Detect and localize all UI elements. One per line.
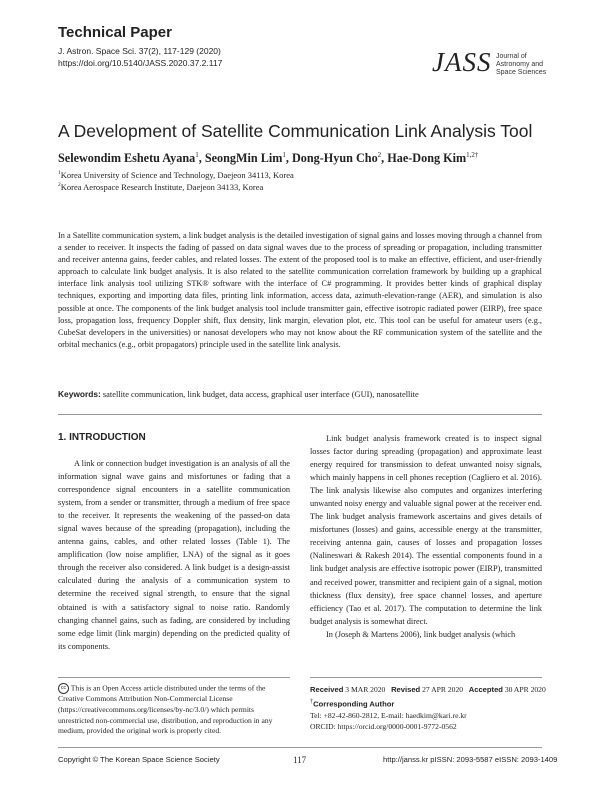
article-type-label: Technical Paper [58, 24, 172, 41]
accepted-label: Accepted [468, 685, 503, 694]
author-name: SeongMin Lim [204, 151, 283, 166]
right-column [310, 432, 542, 641]
page-number: 117 [293, 755, 307, 765]
license-text: This is an Open Access article distributed under the terms of the Creative Commons Attribution Non-Commercial License (https://creativecommons.org/licenses/by-nc/3.0/) which permits unrestricted non-commercial use, distribution, and reproduction in any medium, provided the original work is properly cited. [58, 683, 273, 736]
affiliation-text: Korea Aerospace Research Institute, Daejeon 34133, Korea [60, 182, 264, 192]
author-affil-sup: 1 [282, 151, 286, 159]
footer-issn: http://janss.kr pISSN: 2093-5587 eISSN: 2093-1409 [383, 755, 558, 764]
revised-label: Revised [391, 685, 421, 694]
section-divider [58, 414, 542, 415]
logo-subtitle [496, 53, 546, 77]
keywords [58, 389, 542, 399]
author-affil-sup: 1,2† [466, 151, 479, 159]
author-name: Hae-Dong Kim [387, 151, 467, 166]
corresponding-label: Corresponding Author [313, 699, 395, 709]
journal-citation: J. Astron. Space Sci. 37(2), 117-129 (2020) [58, 46, 221, 56]
author-separator: , [198, 151, 205, 166]
author-separator: , [285, 151, 292, 166]
affiliation [58, 182, 263, 192]
body-paragraph: Link budget analysis framework created is to inspect signal losses factor during spreading (propagation) and approximate least energy required for transmission to defeat unwanted noisy signals, which mainly happens in cell phones reception (Cagliero et al. 2016). The link analysis likewise also computes and organizes interfering unwanted noisy energy and valuable signal power at the receiver end. The link budget analysis framework ascertains and gives details of misfortunes (losses) and gains, accessible energy at the transmitter, receiving antenna gain, causes of losses and propagation losses (Nalineswari & Rakesh 2014). The essential components found in a link budget analysis are effective isotropic power (EIRP), transmitted and received power, transmitter and recipient gain of a signal, motion thickness (flux density), free space channel losses, and aperture efficiency (Tao et al. 2017). The computation to determine the link budget analysis is somewhat direct. [310, 434, 542, 626]
body-paragraph: A link or connection budget investigation is an analysis of all the information signal wave gains and misfortunes or fading that a correspondence signal encounters in a satellite communication system, from a sender or transmitter, through a medium of free space to the receiver. It represents the weakening of the passed-on data signal waves because of the spreading (propagation), including the antenna gains, cables, and other related losses (Table 1). The amplification (low noise amplifier, LNA) of the signal as it goes through the receiver also considered. A link budget is a design-assist calculated during the analysis of a communication system to determine the received signal strength, to ensure that the signal obtained is with a satisfactory signal to noise ratio. Randomly changing channel gains, such as fading, are considered by including some edge limit (link margin) depending on the predicted quality of its components. [58, 459, 290, 651]
footnote-divider [58, 677, 290, 678]
author-affil-sup: 2 [377, 151, 382, 159]
affiliation-text: Korea University of Science and Technology, Daejeon 34113, Korea [60, 170, 294, 180]
logo-subtitle-line: Space Sciences [496, 69, 547, 76]
received-date: 3 MAR 2020 [345, 685, 386, 694]
author-list [58, 151, 478, 166]
keywords-text: satellite communication, link budget, data access, graphical user interface (GUI), nanosatellite [102, 390, 419, 399]
doi-link[interactable]: https://doi.org/10.5140/JASS.2020.37.2.117 [58, 58, 223, 68]
footer-divider [58, 747, 542, 748]
license-footnote [58, 683, 290, 737]
logo-text: JASS [432, 47, 492, 77]
affiliation-sup: 1 [58, 170, 61, 177]
received-label: Received [310, 685, 344, 694]
creative-commons-icon: cc [58, 683, 69, 694]
author-name: Dong-Hyun Cho [291, 151, 378, 166]
orcid-link[interactable]: ORCID: https://orcid.org/0000-0001-9772-0562 [310, 722, 457, 732]
article-history [310, 684, 550, 733]
paper-title: A Development of Satellite Communication Link Analysis Tool [58, 121, 533, 141]
section-heading: 1. INTRODUCTION [58, 432, 146, 443]
author-affil-sup: 1 [195, 151, 199, 159]
revised-date: 27 APR 2020 [422, 685, 464, 694]
body-paragraph: In (Joseph & Martens 2006), link budget analysis (which [326, 629, 516, 639]
contact-info[interactable]: Tel: +82-42-860-2812, E-mail: haedkim@kari.re.kr [310, 710, 467, 720]
author-separator: , [381, 151, 388, 166]
abstract: In a Satellite communication system, a link budget analysis is the detailed investigation of signal gains and losses moving through a channel from a sender to receiver. It inspects the fading of passed on data signal waves due to the process of spreading or propagation, including transmitter and receiver antenna gains, feeder cables, and related losses. The extent of the proposed tool is to make an effective, efficient, and user-friendly approach to calculate link budget analysis. It is also related to the satellite communication correlation framework by building up a graphical interface link analysis tool utilizing STK® software with the interface of C# programming. It provides better kinds of graphical display techniques, exporting and importing data files, printing link information, access data, azimuth-elevation-range (AER), and simulation is also possible at once. The components of the link budget analysis tool include transmitter gain, effective isotropic radiated power (EIRP), free space loss, propagation loss, frequency Doppler shift, flux density, link margin, elevation plot, etc. This tool can be useful for amateur users (e.g., CubeSat developers in the universities) or nanosat developers who may not know about the RF communication system of the satellite and the orbital mechanics (e.g., orbit propagators) principle used in the satellite link analysis. [58, 231, 542, 349]
keywords-label: Keywords: [58, 389, 101, 399]
accepted-date: 30 APR 2020 [504, 685, 546, 694]
logo-subtitle-line: Journal of [496, 53, 527, 60]
footer-copyright: Copyright © The Korean Space Science Society [58, 755, 220, 764]
affiliation-sup: 2 [58, 182, 61, 189]
logo-subtitle-line: Astronomy and [496, 61, 544, 68]
history-dates [310, 684, 550, 696]
journal-logo [432, 47, 562, 99]
footnote-divider [310, 677, 542, 678]
corresponding-author [310, 696, 550, 710]
author-name: Selewondim Eshetu Ayana [58, 151, 196, 166]
corresponding-sup: † [310, 697, 314, 705]
affiliation [58, 170, 294, 180]
